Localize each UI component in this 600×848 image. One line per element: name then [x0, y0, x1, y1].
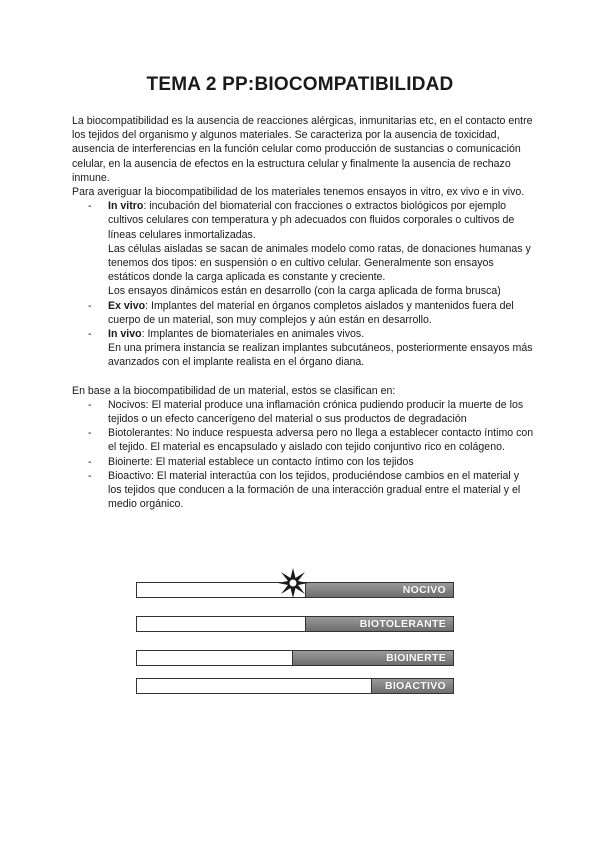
test-description: : Implantes del material en órganos completos aislados y mantenidos fuera del cuerpo de un material, son muy complejos y aún están en desarrollo.	[108, 299, 514, 326]
test-extra: Las células aisladas se sacan de animales modelo como ratas, de donaciones humanas y tenemos dos tipos: en suspensión o en cultivo celular. Generalmente son ensayos estáticos donde la carga aplicada es constante y creciente.	[108, 242, 531, 284]
list-item	[72, 299, 534, 327]
burst-icon	[278, 568, 308, 598]
document-body	[72, 114, 534, 511]
classification-list	[72, 398, 534, 512]
list-item: - Nocivos: El material produce una inflamación crónica pudiendo producir la muerte de los tejidos o un efecto cancerígeno del material o sus productos de degradación	[72, 398, 534, 426]
list-item: - Biotolerantes: No induce respuesta adversa pero no llega a establecer contacto íntimo con el tejido. El material es encapsulado y aislado con tejido conjuntivo rico en colágeno.	[72, 426, 534, 454]
page-title: TEMA 2 PP:BIOCOMPATIBILIDAD	[146, 74, 454, 95]
test-description: : incubación del biomaterial con fracciones o extractos biológicos por ejemplo cultivos celulares con temperatura y ph adecuados con fluidos corporales o cultivos de líneas celulares inmortalizadas.	[108, 200, 515, 241]
classification-intro: En base a la biocompatibilidad de un material, estos se clasifican en:	[72, 384, 396, 397]
test-extra: En una primera instancia se realizan implantes subcutáneos, posteriormente ensayos más avanzados con el implante realista en el órgano diana.	[108, 342, 533, 369]
bar-biotolerante	[136, 616, 454, 632]
list-item	[72, 199, 534, 298]
bar-label: BIOTOLERANTE	[359, 618, 446, 630]
bar-bioactivo	[136, 678, 454, 694]
bar-label: BIOINERTE	[386, 652, 446, 664]
test-term: Ex vivo	[108, 299, 146, 312]
test-term: In vivo	[108, 328, 142, 341]
test-description: : Implantes de biomateriales en animales vivos.	[141, 328, 365, 341]
tests-list	[72, 199, 534, 369]
tests-intro-paragraph: Para averiguar la biocompatibilidad de los materiales tenemos ensayos in vitro, ex vivo e in vivo.	[72, 186, 525, 199]
test-extra: Los ensayos dinámicos están en desarrollo (con la carga aplicada de forma brusca)	[108, 285, 501, 298]
bar-label: BIOACTIVO	[384, 680, 446, 692]
test-term: In vitro	[108, 200, 144, 213]
bar-bioinerte	[136, 650, 454, 666]
bar-label: NOCIVO	[402, 584, 446, 596]
list-item: - Bioactivo: El material interactúa con los tejidos, produciéndose cambios en el material y los tejidos que conducen a la formación de una interacción gradual entre el material y el medio orgánico.	[72, 469, 534, 512]
list-item	[72, 327, 534, 370]
intro-paragraph: La biocompatibilidad es la ausencia de reacciones alérgicas, inmunitarias etc, en el contacto entre los tejidos del organismo y algunos materiales. Se caracteriza por la ausencia de toxicidad, ausencia de interferencias en la función celular como producción de sustancias o comunicación celular, en la ausencia de efectos en la estructura celular y finalmente la ausencia de rechazo inmune.	[72, 115, 533, 184]
biocompatibility-diagram	[130, 568, 460, 704]
list-item: - Bioinerte: El material establece un contacto íntimo con los tejidos	[72, 455, 534, 469]
